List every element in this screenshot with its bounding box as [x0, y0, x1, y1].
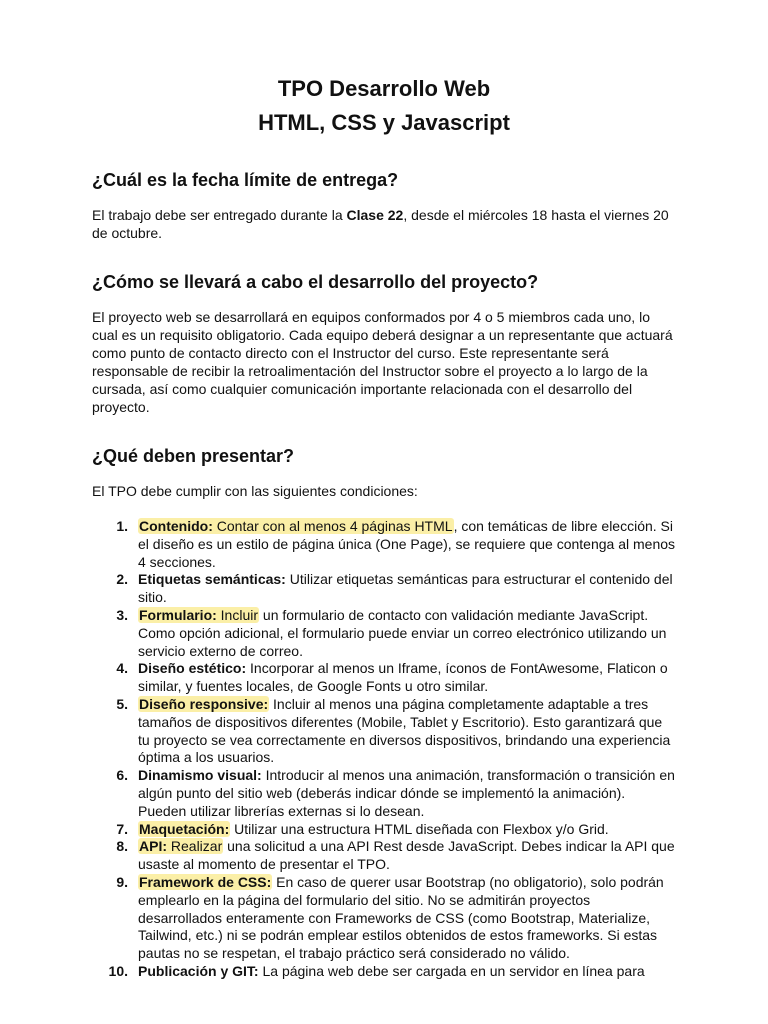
requirement-highlight	[138, 821, 230, 837]
requirement-item	[116, 571, 676, 607]
requirement-item	[116, 660, 676, 696]
requirement-label: Formulario:	[139, 606, 217, 623]
requirement-label: Diseño estético:	[138, 660, 247, 677]
requirement-number: 4.	[116, 660, 128, 677]
document-title: TPO Desarrollo Web	[277, 76, 491, 101]
requirements-list	[92, 518, 676, 981]
deadline-text-end: , desde el miércoles 18 hasta el viernes 20 de octubre.	[92, 207, 669, 241]
title-block	[92, 72, 676, 140]
requirement-number: 10.	[108, 962, 128, 979]
requirement-item	[116, 767, 676, 820]
deadline-text-start: El trabajo debe ser entregado durante la	[92, 207, 347, 223]
requirement-highlight	[138, 607, 259, 623]
section-heading-development: ¿Cómo se llevará a cabo el desarrollo del proyecto?	[92, 272, 539, 292]
document-subtitle: HTML, CSS y Javascript	[258, 110, 510, 135]
requirement-item	[116, 820, 676, 839]
section-heading-deadline: ¿Cuál es la fecha límite de entrega?	[92, 170, 399, 190]
requirement-text: La página web debe ser cargada en un servidor en línea para	[258, 962, 645, 979]
requirement-number: 1.	[116, 518, 128, 534]
requirement-text: una solicitud a una API Rest desde JavaScript. Debes indicar la API que usaste al momento de presentar el TPO.	[138, 838, 675, 873]
requirement-number: 5.	[116, 695, 128, 712]
requirement-item	[116, 838, 676, 874]
requirement-item	[116, 873, 676, 963]
requirement-label: API:	[139, 838, 167, 855]
requirement-highlight	[138, 838, 223, 854]
requirement-label: Etiquetas semánticas:	[138, 571, 286, 588]
deliverables-intro: El TPO debe cumplir con las siguientes condiciones:	[92, 483, 418, 499]
requirement-text: Utilizar una estructura HTML diseñada con Flexbox y/o Grid.	[230, 820, 609, 837]
requirement-number: 7.	[116, 820, 128, 837]
requirement-text: un formulario de contacto con validación mediante JavaScript. Como opción adicional, el formulario puede enviar un correo electrónico utilizando un servicio externo de correo.	[138, 606, 667, 659]
requirement-number: 6.	[116, 767, 128, 784]
requirement-highlight	[138, 518, 454, 534]
requirement-item	[116, 518, 676, 571]
requirement-text: En caso de querer usar Bootstrap (no obligatorio), solo podrán emplearlo en la página del formulario del sitio. No se admitirán proyectos desarrollados enteramente con Frameworks de CSS (como Bootstrap, Materialize, Tailwind, etc.) ni se podrán emplear estilos obtenidos de estos frameworks. Si estas pautas no se respetan, el trabajo práctico será considerado no válido.	[138, 873, 664, 962]
section-heading-deliverables: ¿Qué deben presentar?	[92, 446, 295, 466]
requirement-text: Incorporar al menos un Iframe, íconos de FontAwesome, Flaticon o similar, y fuentes locales, de Google Fonts u otro similar.	[138, 660, 668, 695]
requirement-number: 8.	[116, 838, 128, 855]
requirement-highlighted-text: Incluir	[216, 606, 259, 623]
requirement-highlighted-text: Realizar	[167, 838, 223, 855]
requirement-item	[116, 695, 676, 767]
development-paragraph: El proyecto web se desarrollará en equipos conformados por 4 o 5 miembros cada uno, lo cual es un requisito obligatorio. Cada equipo deberá designar a un representante que actuará como punto de contacto directo con el Instructor del curso. Este representante será responsable de recibir la retroalimentación del Instructor sobre el proyecto a lo largo de la cursada, así como cualquier comunicación importante relacionada con el desarrollo del proyecto.	[92, 309, 673, 415]
deadline-paragraph	[92, 206, 676, 242]
requirement-label: Contenido:	[139, 518, 213, 534]
requirement-highlighted-text: Contar con al menos 4 páginas HTML	[212, 518, 453, 534]
requirement-label: Framework de CSS:	[139, 873, 272, 890]
requirement-number: 2.	[116, 571, 128, 588]
deadline-class-label: Clase 22	[346, 207, 404, 223]
requirement-text: Utilizar etiquetas semánticas para estructurar el contenido del sitio.	[138, 571, 673, 606]
requirement-number: 9.	[116, 873, 128, 890]
requirement-text: , con temáticas de libre elección. Si el diseño es un estilo de página única (One Page), se requiere que contenga al menos 4 secciones.	[138, 518, 676, 570]
requirement-label: Publicación y GIT:	[138, 962, 259, 979]
requirement-label: Maquetación:	[139, 820, 230, 837]
requirement-text: Introducir al menos una animación, transformación o transición en algún punto del sitio web (deberás indicar dónde se implementó la animación). Pueden utilizar librerías externas si lo desean.	[138, 767, 675, 819]
requirement-highlight	[138, 696, 269, 712]
requirement-label: Diseño responsive:	[139, 695, 269, 712]
requirement-highlight	[138, 874, 272, 890]
requirement-item	[116, 606, 676, 660]
requirement-number: 3.	[116, 606, 128, 623]
requirement-text: Incluir al menos una página completamente adaptable a tres tamaños de dispositivos diferentes (Mobile, Tablet y Escritorio). Esto garantizará que tu proyecto se vea correctamente en diversos dispositivos, brindando una experiencia óptima a los usuarios.	[138, 695, 671, 766]
requirement-label: Dinamismo visual:	[138, 767, 262, 784]
requirement-item	[108, 962, 676, 981]
